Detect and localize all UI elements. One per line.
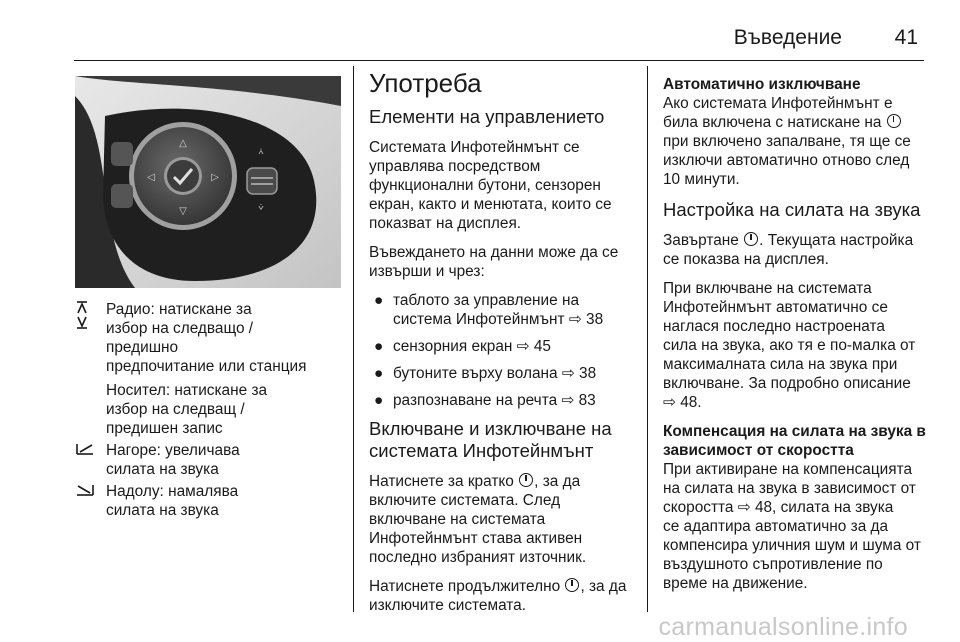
svg-text:△: △ <box>179 138 187 149</box>
section-heading: Употреба <box>369 68 482 98</box>
legend-line: предишно <box>106 339 179 356</box>
paragraph-power-on: Натиснете за кратко , за да включите системата. След включване на системата Инфотейнмънт става активен последно избраният източник. <box>369 473 587 566</box>
paragraph-volume-startup: При включване на системата Инфотейнмънт автоматично се наглася последно настроената сила на звука, ако тя е по-малка от максималната сила на звука при включване. За подробно описание ⇨ 48. <box>663 280 916 411</box>
column-divider-2 <box>647 66 648 612</box>
legend-line: предишен запис <box>106 420 223 437</box>
page-ref-link[interactable]: 38 <box>586 311 604 328</box>
legend-line: Нагоре: увеличава <box>106 442 240 459</box>
subsection-heading-volume: Настройка на силата на звука <box>663 199 921 220</box>
paragraph-input-methods: Въвеждането на данни може да се извърши и чрез: <box>369 244 619 280</box>
svg-text:▷: ▷ <box>211 172 219 183</box>
legend-line: Носител: натискане за <box>106 382 268 399</box>
volume-down-icon <box>75 483 97 502</box>
page-header <box>0 0 960 60</box>
page-ref-link[interactable]: 48, силата на звука <box>754 499 894 516</box>
power-knob-icon <box>519 473 533 487</box>
column-divider-1 <box>353 66 354 612</box>
legend-line: Радио: натискане за <box>106 301 252 318</box>
page-ref-link[interactable]: 45 <box>533 338 551 355</box>
subsection-heading-controls: Елементи на управлението <box>369 106 605 127</box>
subsection-heading-auto-off: Автоматично изключване <box>663 76 861 93</box>
middle-column <box>369 68 639 625</box>
page-number: 41 <box>894 26 918 49</box>
right-column <box>663 75 933 603</box>
header-rule <box>74 60 924 61</box>
list-item: ● таблото за управление на система Инфотейнмънт ⇨ 38 <box>374 292 604 328</box>
legend-line: силата на звука <box>106 461 219 478</box>
power-knob-icon <box>887 114 901 128</box>
steering-wheel-controls-photo <box>75 76 341 288</box>
legend-item-media <box>106 381 336 438</box>
page-ref-arrow-icon: ⇨ <box>663 394 676 411</box>
paragraph-volume-rotate: Завъртане . Текущата настройка се показва на дисплея. <box>663 232 914 268</box>
legend-item-seek <box>106 300 336 376</box>
paragraph-controls: Системата Инфотейнмънт се управлява посредством функционални бутони, сензорен екран, както и менютата, които се показват на дисплея. <box>369 139 612 232</box>
volume-up-icon <box>75 442 97 461</box>
svg-text:◁: ◁ <box>147 172 155 183</box>
legend-item-volume-up <box>106 441 336 479</box>
paragraph-auto-off: Ако системата Инфотейнмънт е била включена с натискане на при включено запалване, тя ще се изключи автоматично отново след 10 минути. <box>663 95 911 188</box>
watermark: carmanualsonline.info <box>658 613 908 641</box>
seek-up-down-icon <box>75 300 97 335</box>
page-ref-arrow-icon: ⇨ <box>516 338 530 355</box>
page-ref-link[interactable]: 38 <box>579 365 597 382</box>
list-item: ● сензорния екран ⇨ 45 <box>374 338 551 355</box>
subsection-heading-speed-compensation: Компенсация на силата на звука в зависимост от скоростта <box>663 423 926 459</box>
page-ref-arrow-icon: ⇨ <box>737 499 751 516</box>
svg-text:▽: ▽ <box>179 206 187 217</box>
power-knob-icon <box>744 232 758 246</box>
page-ref-link[interactable]: 48. <box>680 394 702 411</box>
svg-text:⩑: ⩑ <box>258 147 264 157</box>
legend-line: избор на следващ / <box>106 401 245 418</box>
paragraph-power-off: Натиснете продължително , за да изключите системата. <box>369 578 627 614</box>
paragraph-speed-compensation: При активиране на компенсацията на силата на звука в зависимост от скоростта ⇨ 48, силата на звука се адаптира автоматично за да компенсира уличния шум и шума от въздушното съпротивление по време на движение. <box>663 461 921 592</box>
legend-line: избор на следващо / <box>106 320 254 337</box>
list-item: ● бутоните върху волана ⇨ 38 <box>374 365 597 382</box>
input-methods-list <box>369 291 639 410</box>
legend-line: Надолу: намалява <box>106 483 239 500</box>
list-item: ● разпознаване на речта ⇨ 83 <box>374 392 596 409</box>
page-title: Въведение <box>733 26 842 49</box>
page-ref-arrow-icon: ⇨ <box>561 392 575 409</box>
subsection-heading-power: Включване и изключване на системата Инфотейнмънт <box>369 418 612 461</box>
page-ref-link[interactable]: 83 <box>578 392 596 409</box>
svg-text:⩒: ⩒ <box>258 203 264 213</box>
legend-item-volume-down <box>106 482 336 520</box>
legend-line: силата на звука <box>106 502 219 519</box>
power-knob-icon <box>565 578 579 592</box>
legend-line: предпочитание или станция <box>106 358 307 375</box>
page-ref-arrow-icon: ⇨ <box>561 365 575 382</box>
page-ref-arrow-icon: ⇨ <box>568 311 582 328</box>
